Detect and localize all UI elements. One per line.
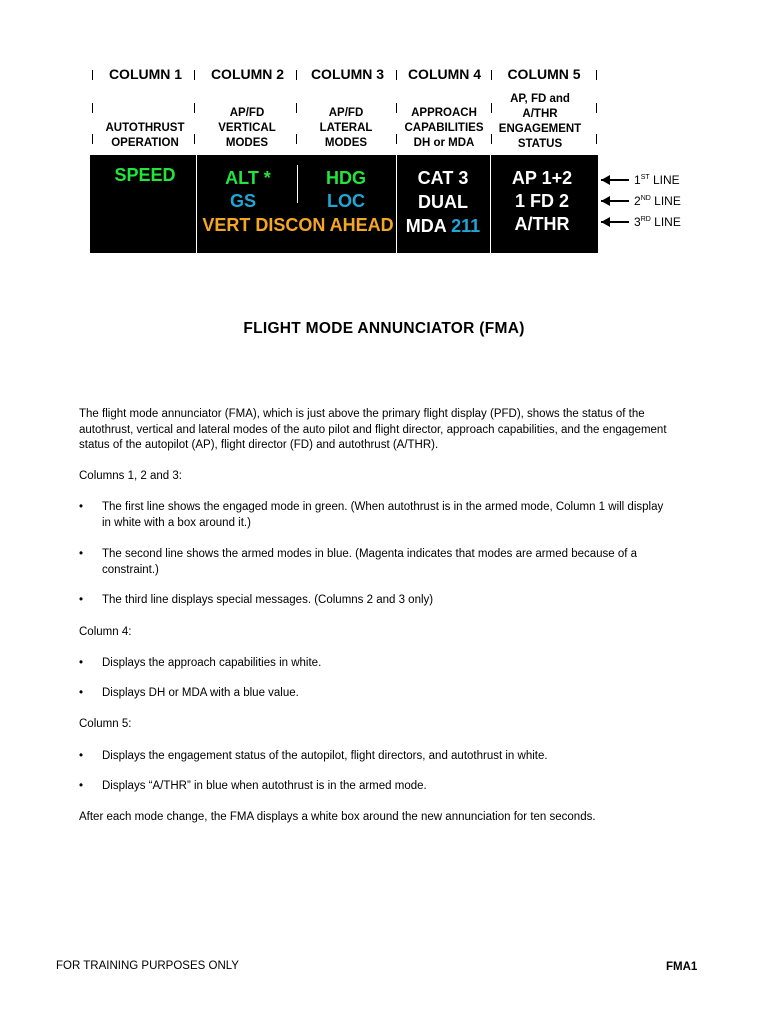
footer-page-code: FMA1 <box>666 961 698 973</box>
footer-disclaimer: FOR TRAINING PURPOSES ONLY <box>56 960 239 972</box>
fma-fd: 1 FD 2 <box>514 191 570 211</box>
fma-gs: GS <box>229 191 256 211</box>
column-1-header: COLUMN 1 <box>108 66 183 82</box>
column-3-header: COLUMN 3 <box>310 66 385 82</box>
bullet-icon: • <box>79 657 84 669</box>
intro-paragraph: The flight mode annunciator (FMA), which is just above the primary flight display (PFD), shows the status of the autothrust, vertical and lateral modes of the auto pilot and flight director, approach capabilities, and the engagement status of the autopilot (AP), flight director (FD) and autothrust (A/THR). <box>79 408 667 451</box>
fma-loc: LOC <box>327 191 365 211</box>
fma-vert-discon-ahead: VERT DISCON AHEAD <box>202 215 394 235</box>
fma-display <box>90 155 598 253</box>
fma-alt-star: ALT * <box>225 168 271 188</box>
bullet-icon: • <box>79 501 84 513</box>
arrow-left-icon <box>601 196 610 206</box>
fma-mda: MDA 211 <box>405 216 481 236</box>
bullet-icon: • <box>79 548 84 560</box>
column-4-heading: Column 4: <box>79 626 132 638</box>
fma-dual: DUAL <box>418 192 468 212</box>
column-4-header: COLUMN 4 <box>407 66 482 82</box>
fma-cat3: CAT 3 <box>417 168 469 188</box>
column-2-description: AP/FD VERTICAL MODES <box>218 107 276 149</box>
bullet-icon: • <box>79 750 84 762</box>
fma-speed: SPEED <box>114 165 176 185</box>
page-title: FLIGHT MODE ANNUNCIATOR (FMA) <box>243 320 525 337</box>
fma-athr: A/THR <box>514 214 570 234</box>
bullet-icon: • <box>79 594 84 606</box>
column-3-description: AP/FD LATERAL MODES <box>319 107 373 149</box>
arrow-left-icon <box>601 175 610 185</box>
column-5-heading: Column 5: <box>79 718 132 730</box>
columns-123-heading: Columns 1, 2 and 3: <box>79 470 182 482</box>
bullet-icon: • <box>79 687 84 699</box>
closing-paragraph: After each mode change, the FMA displays a white box around the new annunciation for ten seconds. <box>79 811 596 823</box>
column-5-header: COLUMN 5 <box>507 66 581 82</box>
column-5-description: AP, FD and A/THR ENGAGEMENT STATUS <box>498 93 582 150</box>
arrow-left-icon <box>601 217 610 227</box>
fma-mda-value: 211 <box>451 216 481 236</box>
column-1-description: AUTOTHRUST OPERATION <box>105 122 185 149</box>
column-4-description: APPROACH CAPABILITIES DH or MDA <box>404 107 484 149</box>
bullet-icon: • <box>79 780 84 792</box>
fma-hdg: HDG <box>326 168 366 188</box>
fma-ap: AP 1+2 <box>511 168 573 188</box>
column-2-header: COLUMN 2 <box>210 66 285 82</box>
